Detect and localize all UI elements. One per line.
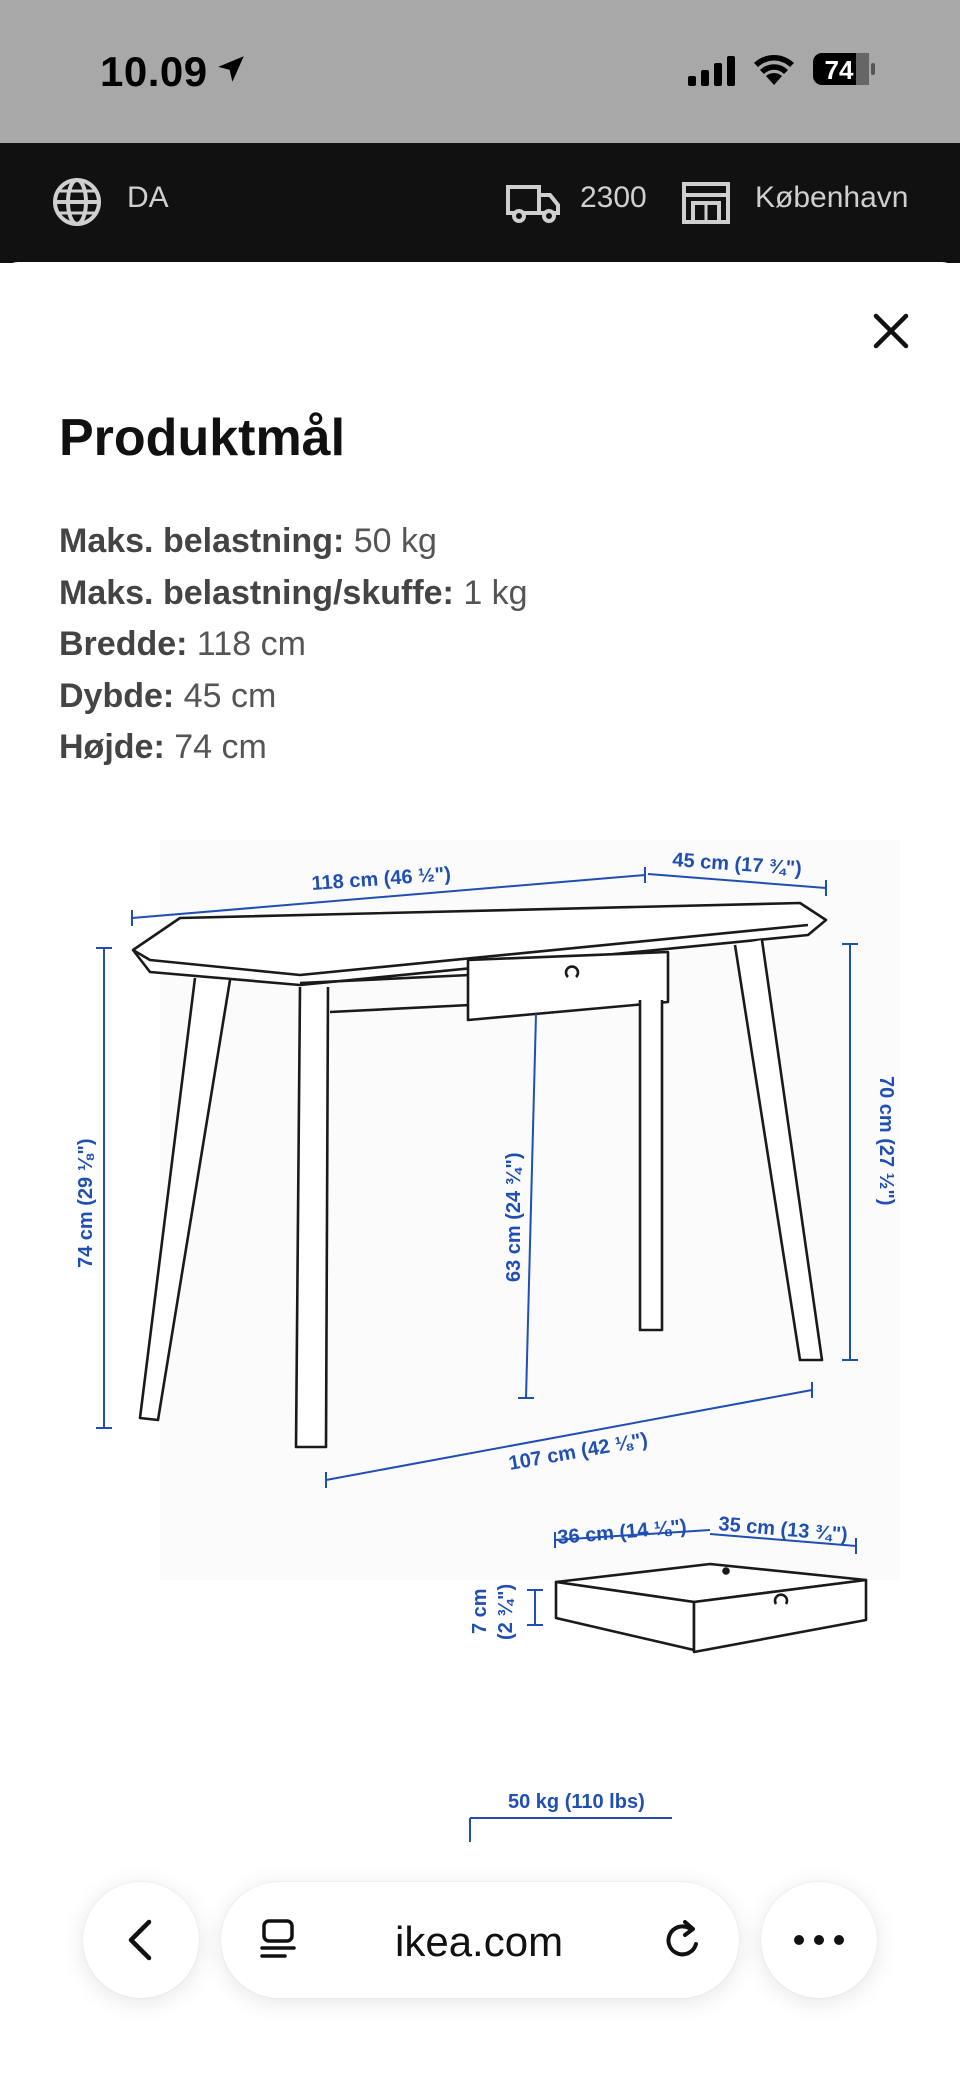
back-button[interactable] [83,1882,199,1998]
spec-depth: Dybde: 45 cm [59,676,277,715]
drawer-width-label: 36 cm (14 ⅛") [556,1515,688,1549]
store-name[interactable]: København [755,181,909,214]
dim-leg-span-label: 107 cm (42 ⅛") [507,1428,650,1475]
location-arrow-icon [214,52,248,86]
globe-icon[interactable] [52,177,102,227]
load-label: 50 kg (110 lbs) [508,1791,645,1813]
dim-top-height-label: 70 cm (27 ½") [875,1076,897,1206]
status-time: 10.09 [100,48,208,95]
spec-width: Bredde: 118 cm [59,625,306,663]
close-icon[interactable] [866,306,916,356]
battery-level: 74 [824,55,854,85]
drawer-height-cm-label: 7 cm [469,1588,491,1634]
spec-height: Højde: 74 cm [59,728,267,766]
drawer-height-in-label: (2 ¾") [495,1583,517,1640]
signal-icon [688,56,736,86]
spec-max-load-drawer: Maks. belastning/skuffe: 1 kg [59,573,528,612]
chevron-left-icon [121,1918,161,1962]
tabs-icon[interactable] [257,1918,299,1962]
site-topbar [0,143,960,263]
dimension-diagram [60,820,900,1860]
spec-list [59,516,528,774]
dim-height-label: 74 cm (29 ⅛") [75,1138,97,1268]
dim-width-label: 118 cm (46 ½") [310,863,452,895]
reload-icon[interactable] [661,1918,705,1962]
language-selector[interactable]: DA [127,181,169,214]
drawer-depth-label: 35 cm (13 ¾") [717,1513,849,1547]
postal-code[interactable]: 2300 [580,181,647,214]
more-button[interactable] [761,1882,877,1998]
page-title: Produktmål [59,409,346,467]
store-icon[interactable] [681,181,731,225]
spec-max-load: Maks. belastning: 50 kg [59,522,437,560]
wifi-icon [752,52,796,86]
more-icon [791,1932,847,1948]
dim-depth-label: 45 cm (17 ¾") [671,849,803,881]
status-bar [0,0,960,143]
truck-icon[interactable] [505,181,561,225]
dim-inner-height-label: 63 cm (24 ¾") [503,1152,525,1282]
url-text[interactable]: ikea.com [395,1918,564,1965]
